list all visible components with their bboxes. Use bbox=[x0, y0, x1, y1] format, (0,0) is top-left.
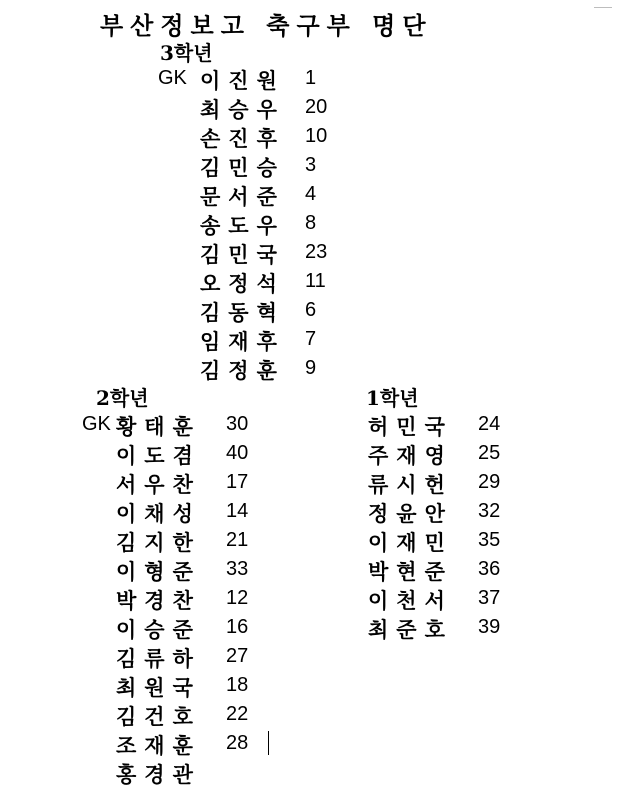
player-number: 25 bbox=[478, 442, 501, 464]
player-row bbox=[0, 440, 600, 469]
player-number: 40 bbox=[226, 442, 249, 464]
player-name: 손진후 bbox=[200, 126, 285, 151]
player-row bbox=[0, 614, 600, 643]
player-row bbox=[0, 123, 600, 152]
player-number: 9 bbox=[305, 357, 317, 379]
player-name: 최준호 bbox=[368, 617, 453, 642]
player-name: 김지한 bbox=[116, 530, 201, 555]
player-number: 17 bbox=[226, 471, 249, 493]
player-number: 3 bbox=[305, 154, 317, 176]
player-row bbox=[0, 643, 600, 672]
player-name: 최원국 bbox=[116, 675, 201, 700]
player-name: 김민국 bbox=[200, 242, 285, 267]
player-name: 오정석 bbox=[200, 271, 285, 296]
player-name: 주재영 bbox=[368, 443, 453, 468]
player-row bbox=[0, 585, 600, 614]
player-number: 16 bbox=[226, 616, 249, 638]
player-name: 정윤안 bbox=[368, 501, 453, 526]
player-number: 6 bbox=[305, 299, 317, 321]
grade1-heading: 1학년 bbox=[366, 386, 419, 410]
player-row bbox=[0, 94, 600, 123]
player-number: 10 bbox=[305, 125, 328, 147]
player-number: 12 bbox=[226, 587, 249, 609]
player-row bbox=[0, 701, 600, 730]
top-edge-line bbox=[594, 7, 612, 8]
player-row bbox=[0, 239, 600, 268]
player-number: 32 bbox=[478, 500, 501, 522]
player-number: 20 bbox=[305, 96, 328, 118]
player-name: 김건호 bbox=[116, 704, 201, 729]
player-number: 39 bbox=[478, 616, 501, 638]
player-name: 류시헌 bbox=[368, 472, 453, 497]
player-row bbox=[0, 759, 600, 788]
player-row bbox=[0, 527, 600, 556]
player-number: 28 bbox=[226, 732, 249, 754]
player-name: 허민국 bbox=[368, 414, 453, 439]
player-row bbox=[0, 411, 600, 440]
player-name: 임재후 bbox=[200, 329, 285, 354]
player-row bbox=[0, 355, 600, 384]
player-number: 11 bbox=[305, 270, 326, 292]
player-name: 김정훈 bbox=[200, 358, 285, 383]
player-name: 이진원 bbox=[200, 68, 285, 93]
player-number: 36 bbox=[478, 558, 501, 580]
player-row bbox=[0, 152, 600, 181]
player-number: 4 bbox=[305, 183, 317, 205]
player-number: 1 bbox=[305, 67, 317, 89]
player-row bbox=[0, 498, 600, 527]
player-row bbox=[0, 65, 600, 94]
player-name: 박현준 bbox=[368, 559, 453, 584]
player-row bbox=[0, 326, 600, 355]
player-row bbox=[0, 210, 600, 239]
player-number: 29 bbox=[478, 471, 501, 493]
player-name: 문서준 bbox=[200, 184, 285, 209]
player-name: 이천서 bbox=[368, 588, 453, 613]
text-cursor bbox=[268, 731, 269, 755]
player-name: 이재민 bbox=[368, 530, 453, 555]
player-number: 33 bbox=[226, 558, 249, 580]
player-row bbox=[0, 730, 600, 759]
player-number: 18 bbox=[226, 674, 249, 696]
player-name: 이채성 bbox=[116, 501, 201, 526]
player-name: 김민승 bbox=[200, 155, 285, 180]
player-name: 김류하 bbox=[116, 646, 201, 671]
player-row bbox=[0, 181, 600, 210]
player-number: 7 bbox=[305, 328, 317, 350]
grade2-heading: 2학년 bbox=[96, 386, 149, 410]
player-row bbox=[0, 469, 600, 498]
player-position: GK bbox=[158, 67, 187, 89]
player-name: 조재훈 bbox=[116, 733, 201, 758]
player-row bbox=[0, 672, 600, 701]
player-number: 14 bbox=[226, 500, 249, 522]
player-name: 송도우 bbox=[200, 213, 285, 238]
player-number: 37 bbox=[478, 587, 501, 609]
player-number: 30 bbox=[226, 413, 249, 435]
player-row bbox=[0, 297, 600, 326]
player-name: 최승우 bbox=[200, 97, 285, 122]
player-position: GK bbox=[82, 413, 111, 435]
player-number: 8 bbox=[305, 212, 317, 234]
player-name: 박경찬 bbox=[116, 588, 201, 613]
player-name: 이도겸 bbox=[116, 443, 201, 468]
player-row bbox=[0, 268, 600, 297]
player-name: 서우찬 bbox=[116, 472, 201, 497]
player-number: 24 bbox=[478, 413, 501, 435]
player-number: 22 bbox=[226, 703, 249, 725]
player-number: 23 bbox=[305, 241, 328, 263]
player-name: 홍경관 bbox=[116, 762, 201, 787]
player-number: 27 bbox=[226, 645, 249, 667]
player-name: 이형준 bbox=[116, 559, 201, 584]
player-name: 황태훈 bbox=[116, 414, 201, 439]
player-name: 이승준 bbox=[116, 617, 201, 642]
player-row bbox=[0, 556, 600, 585]
player-number: 21 bbox=[226, 529, 249, 551]
player-number: 35 bbox=[478, 529, 501, 551]
player-name: 김동혁 bbox=[200, 300, 285, 325]
grade3-heading: 3학년 bbox=[160, 41, 213, 65]
document-title: 부산정보고 축구부 명단 bbox=[100, 11, 433, 40]
